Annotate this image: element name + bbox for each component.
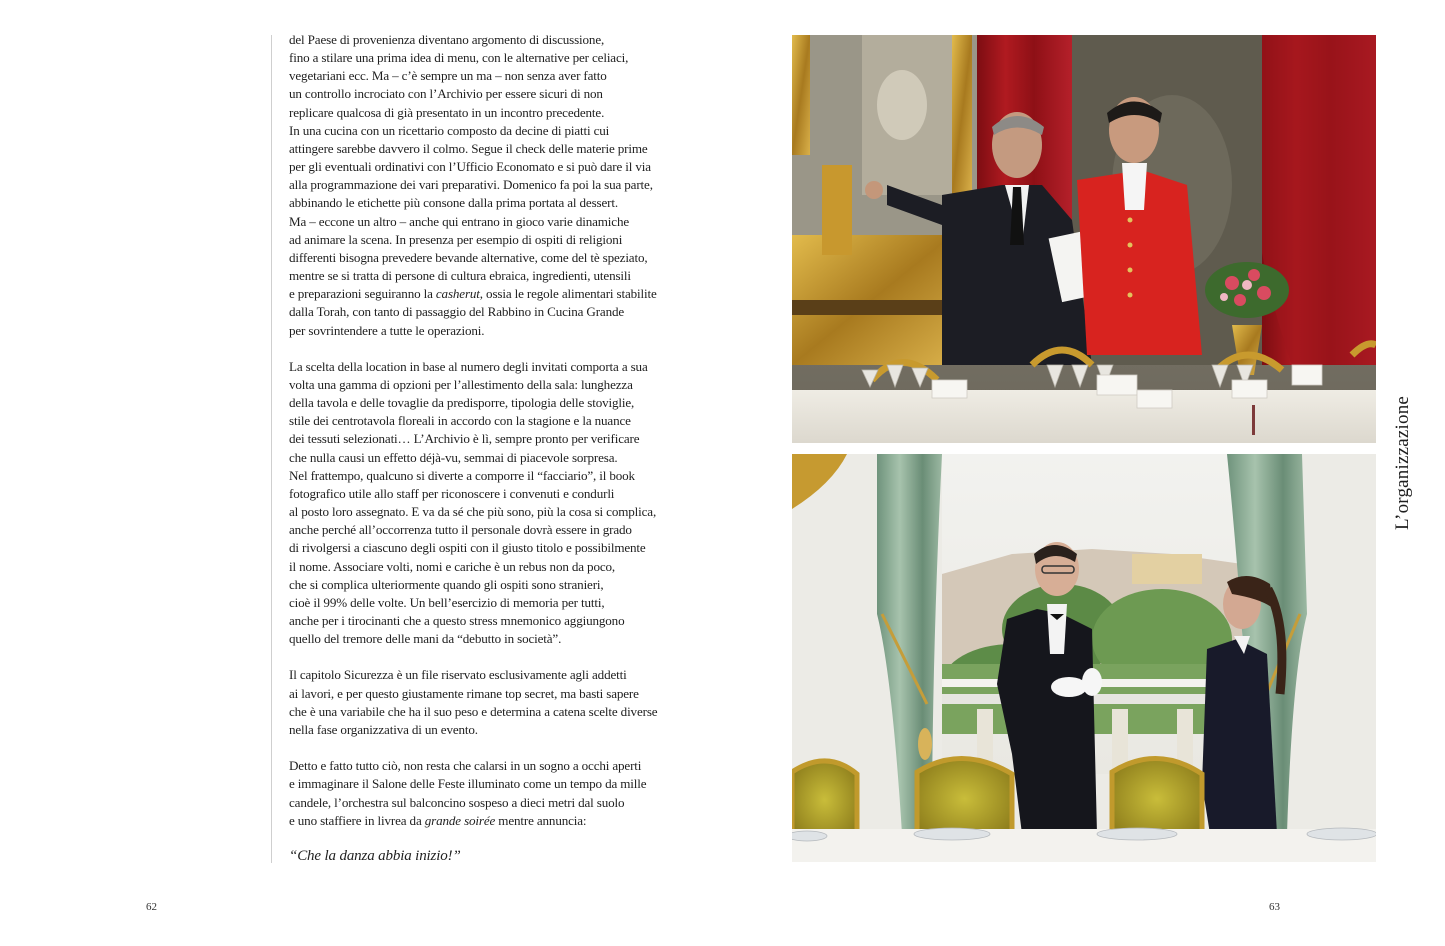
text-line: attingere sarebbe davvero il colmo. Segue il check delle materie prime bbox=[289, 140, 648, 156]
text-run: e uno staffiere in livrea da bbox=[289, 812, 425, 828]
italic-term-grande-soiree: grande soirée bbox=[424, 812, 496, 828]
text-line: il nome. Associare volti, nomi e cariche è un rebus non da poco, bbox=[289, 558, 616, 574]
text-line: per sovrintendere a tutte le operazioni. bbox=[289, 322, 485, 338]
text-line: In una cucina con un ricettario composto da decine di piatti cui bbox=[289, 122, 610, 138]
text-line: differenti bisogna prevedere bevande alternative, come del tè speziato, bbox=[289, 249, 648, 265]
text-line: che si complica ulteriormente quando gli ospiti sono stranieri, bbox=[289, 576, 604, 592]
text-line: mentre se si tratta di persone di cultura ebraica, ingredienti, utensili bbox=[289, 268, 631, 284]
column-rule bbox=[271, 35, 272, 863]
text-line: ai lavori, e per questo giustamente rimane top secret, ma basti sapere bbox=[289, 685, 639, 701]
text-line: volta una gamma di opzioni per l’allestimento della sala: lunghezza bbox=[289, 376, 633, 392]
section-title-vertical: L’organizzazione bbox=[1392, 395, 1413, 530]
text-line: Nel frattempo, qualcuno si diverte a comporre il “facciario”, il book bbox=[289, 467, 635, 483]
closing-quote: “Che la danza abbia inizio!” bbox=[289, 847, 461, 864]
photo-staff-by-window-image bbox=[792, 454, 1376, 862]
paragraph-closing bbox=[289, 757, 679, 830]
text-line: ad animare la scena. In presenza per esempio di ospiti di religioni bbox=[289, 231, 623, 247]
text-line: e immaginare il Salone delle Feste illuminato come un tempo da mille bbox=[289, 776, 647, 792]
page-number-right: 63 bbox=[1269, 901, 1280, 913]
body-text-column bbox=[289, 31, 679, 865]
text-line: di rivolgersi a ciascuno degli ospiti con il giusto titolo e possibilmente bbox=[289, 540, 646, 556]
text-line: quello del tremore delle mani da “debutto in società”. bbox=[289, 631, 562, 647]
paragraph-menu-planning bbox=[289, 31, 679, 340]
text-line: del Paese di provenienza diventano argomento di discussione, bbox=[289, 32, 605, 47]
text-run: e preparazioni seguiranno la bbox=[289, 286, 436, 302]
text-line: un controllo incrociato con l’Archivio per essere sicuri di non bbox=[289, 86, 603, 102]
text-line: anche per i tirocinanti che a questo stress mnemonico aggiungono bbox=[289, 612, 625, 628]
text-line: fino a stilare una prima idea di menu, con le alternative per celiaci, bbox=[289, 50, 629, 66]
text-line-mixed bbox=[289, 812, 679, 830]
text-line-mixed bbox=[289, 285, 679, 303]
text-run: , ossia le regole alimentari stabilite bbox=[479, 286, 657, 302]
photo-banquet-briefing bbox=[792, 35, 1376, 443]
text-line: alla programmazione dei vari preparativi. Domenico fa poi la sua parte, bbox=[289, 177, 653, 193]
text-line: abbinando le etichette più consone dalla prima portata al dessert. bbox=[289, 195, 618, 211]
text-line: al posto loro assegnato. E va da sé che più sono, più la cosa si complica, bbox=[289, 504, 657, 520]
text-line: nella fase organizzativa di un evento. bbox=[289, 721, 478, 737]
text-line: per gli eventuali ordinativi con l’Ufficio Economato e si può dare il via bbox=[289, 159, 651, 175]
photo-staff-by-window bbox=[792, 454, 1376, 862]
text-line: La scelta della location in base al numero degli invitati comporta a sua bbox=[289, 358, 648, 374]
text-line: che è una variabile che ha il suo peso e determina a catena scelte diverse bbox=[289, 703, 658, 719]
text-line: vegetariani ecc. Ma – c’è sempre un ma – non senza aver fatto bbox=[289, 68, 607, 84]
text-line: Ma – eccone un altro – anche qui entrano in gioco varie dinamiche bbox=[289, 213, 630, 229]
text-line: Il capitolo Sicurezza è un file riservato esclusivamente agli addetti bbox=[289, 667, 627, 683]
text-line: dalla Torah, con tanto di passaggio del Rabbino in Cucina Grande bbox=[289, 304, 625, 320]
text-line: cioè il 99% delle volte. Un bell’esercizio di memoria per tutti, bbox=[289, 594, 605, 610]
text-line: che nulla causi un effetto déjà-vu, semmai di piacevole sorpresa. bbox=[289, 449, 618, 465]
page-number-left: 62 bbox=[146, 901, 157, 913]
text-line: dei tessuti selezionati… L’Archivio è lì, sempre pronto per verificare bbox=[289, 431, 640, 447]
photo-banquet-briefing-image bbox=[792, 35, 1376, 443]
paragraph-location bbox=[289, 358, 679, 649]
text-run: mentre annuncia: bbox=[495, 812, 587, 828]
text-line: replicare qualcosa di già presentato in un incontro precedente. bbox=[289, 104, 605, 120]
text-line: candele, l’orchestra sul balconcino sospeso a dieci metri dal suolo bbox=[289, 794, 625, 810]
paragraph-security bbox=[289, 666, 679, 739]
text-line: fotografico utile allo staff per riconoscere i convenuti e condurli bbox=[289, 485, 615, 501]
text-line: anche perché all’occorrenza tutto il personale dovrà essere in grado bbox=[289, 522, 632, 538]
text-line: della tavola e delle tovaglie da predisporre, tipologia delle stoviglie, bbox=[289, 395, 635, 411]
text-line: Detto e fatto tutto ciò, non resta che calarsi in un sogno a occhi aperti bbox=[289, 758, 642, 774]
text-line: stile dei centrotavola floreali in accordo con la stagione e la nuance bbox=[289, 413, 631, 429]
italic-term-casherut: casherut bbox=[435, 286, 480, 302]
